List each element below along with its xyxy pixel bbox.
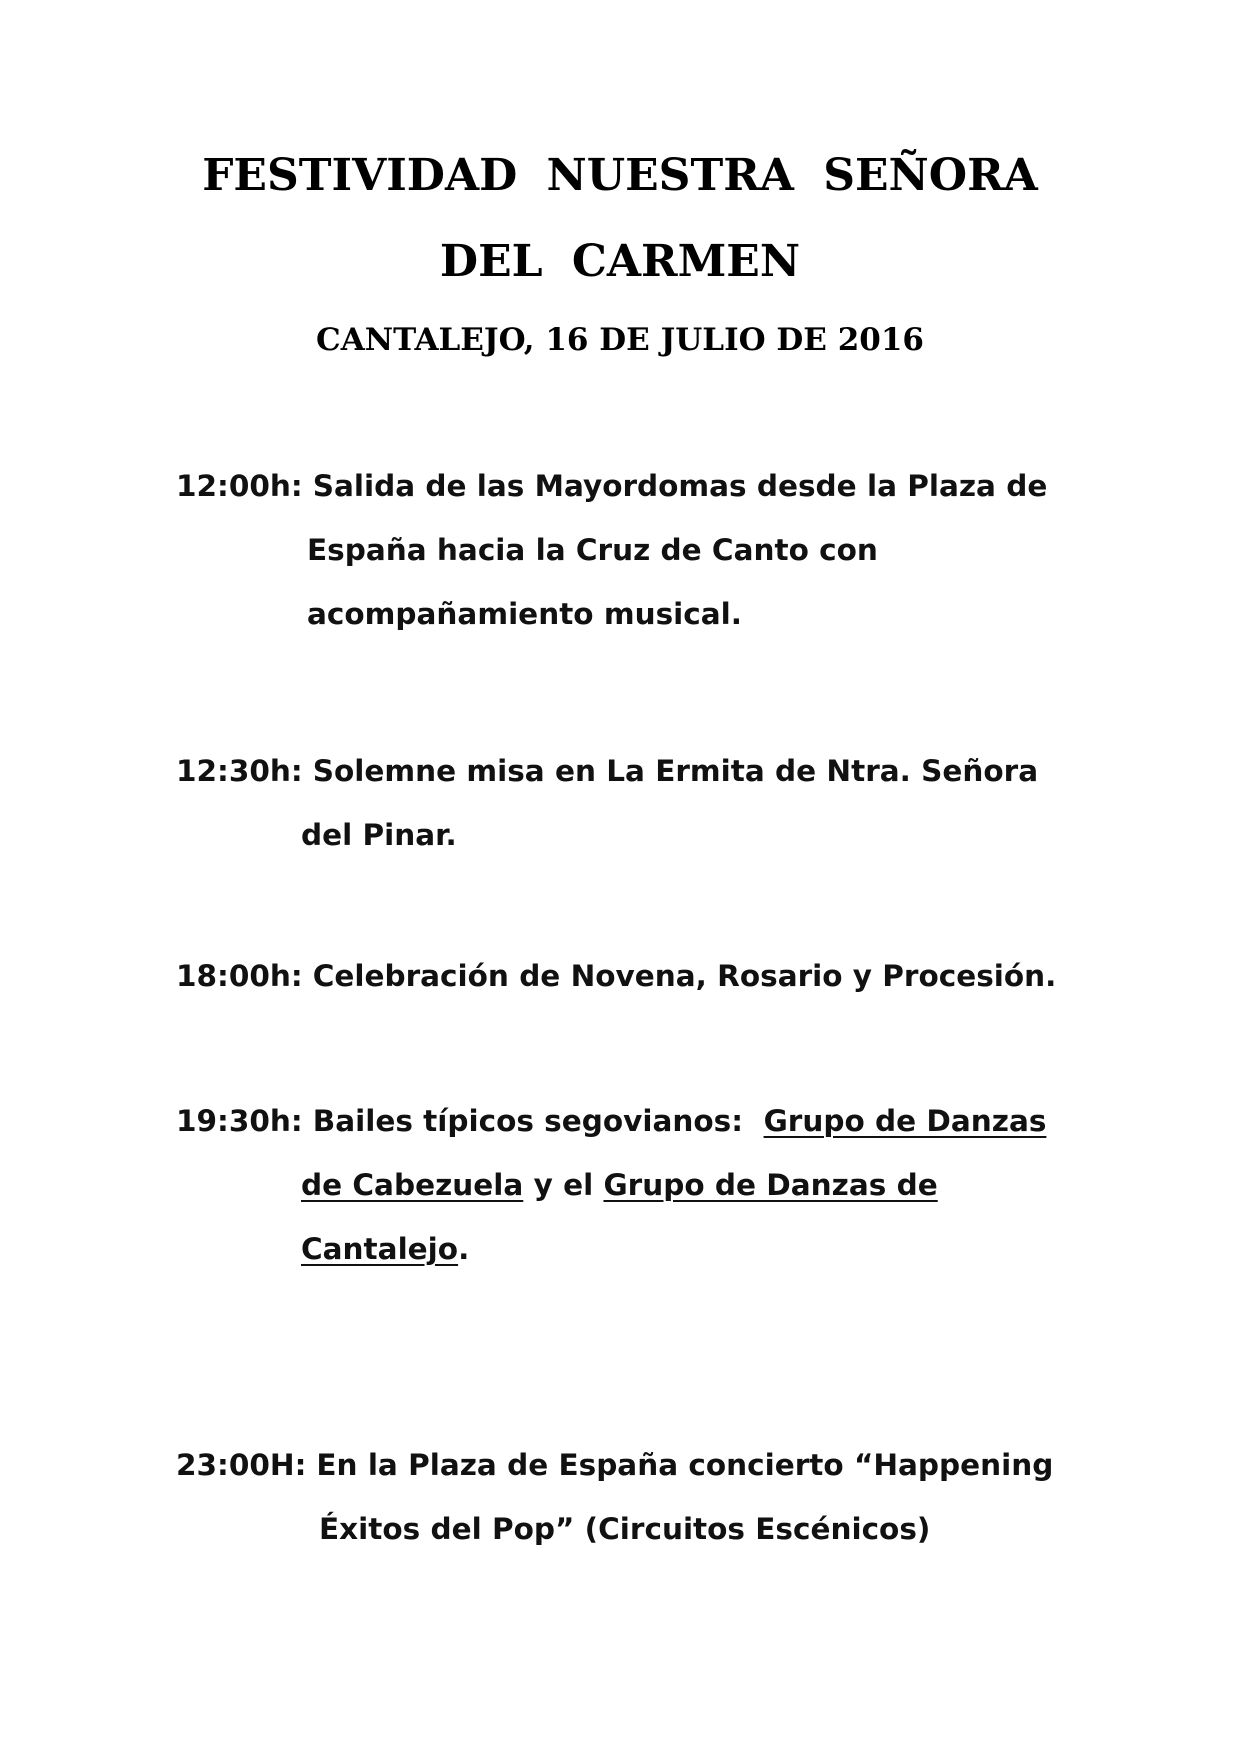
dance-group-link[interactable]: de Cabezuela bbox=[301, 1168, 524, 1202]
dance-group-link[interactable]: Grupo de Danzas de bbox=[603, 1168, 938, 1202]
event-description-cont: del Pinar. bbox=[301, 818, 457, 852]
event-time: 12:30h: bbox=[176, 754, 303, 788]
event-description: Salida de las Mayordomas desde la Plaza de bbox=[312, 469, 1048, 503]
page-title-line-2: DEL CARMEN bbox=[439, 236, 801, 287]
event-time: 23:00H: bbox=[176, 1448, 307, 1482]
event-description: Celebración de Novena, Rosario y Procesión. bbox=[312, 959, 1057, 993]
event-description-cont: Éxitos del Pop” (Circuitos Escénicos) bbox=[319, 1512, 931, 1546]
event-description-cont: España hacia la Cruz de Canto con bbox=[307, 533, 878, 567]
event-description-cont: acompañamiento musical. bbox=[307, 597, 742, 631]
event-description-end: . bbox=[458, 1232, 470, 1266]
event-time: 12:00h: bbox=[176, 469, 303, 503]
dance-group-link[interactable]: Grupo de Danzas bbox=[763, 1104, 1047, 1138]
dance-group-link[interactable]: Cantalejo bbox=[301, 1232, 459, 1266]
event-time: 19:30h: bbox=[176, 1104, 303, 1138]
event-description: En la Plaza de España concierto “Happening bbox=[316, 1448, 1054, 1482]
event-time: 18:00h: bbox=[176, 959, 303, 993]
event-description-cont: y el bbox=[533, 1168, 594, 1202]
page-title-line-1: FESTIVIDAD NUESTRA SEÑORA bbox=[202, 150, 1038, 201]
event-description: Bailes típicos segovianos: bbox=[312, 1104, 744, 1138]
event-date-subtitle: CANTALEJO, 16 DE JULIO DE 2016 bbox=[316, 322, 924, 358]
event-description: Solemne misa en La Ermita de Ntra. Señora bbox=[312, 754, 1039, 788]
